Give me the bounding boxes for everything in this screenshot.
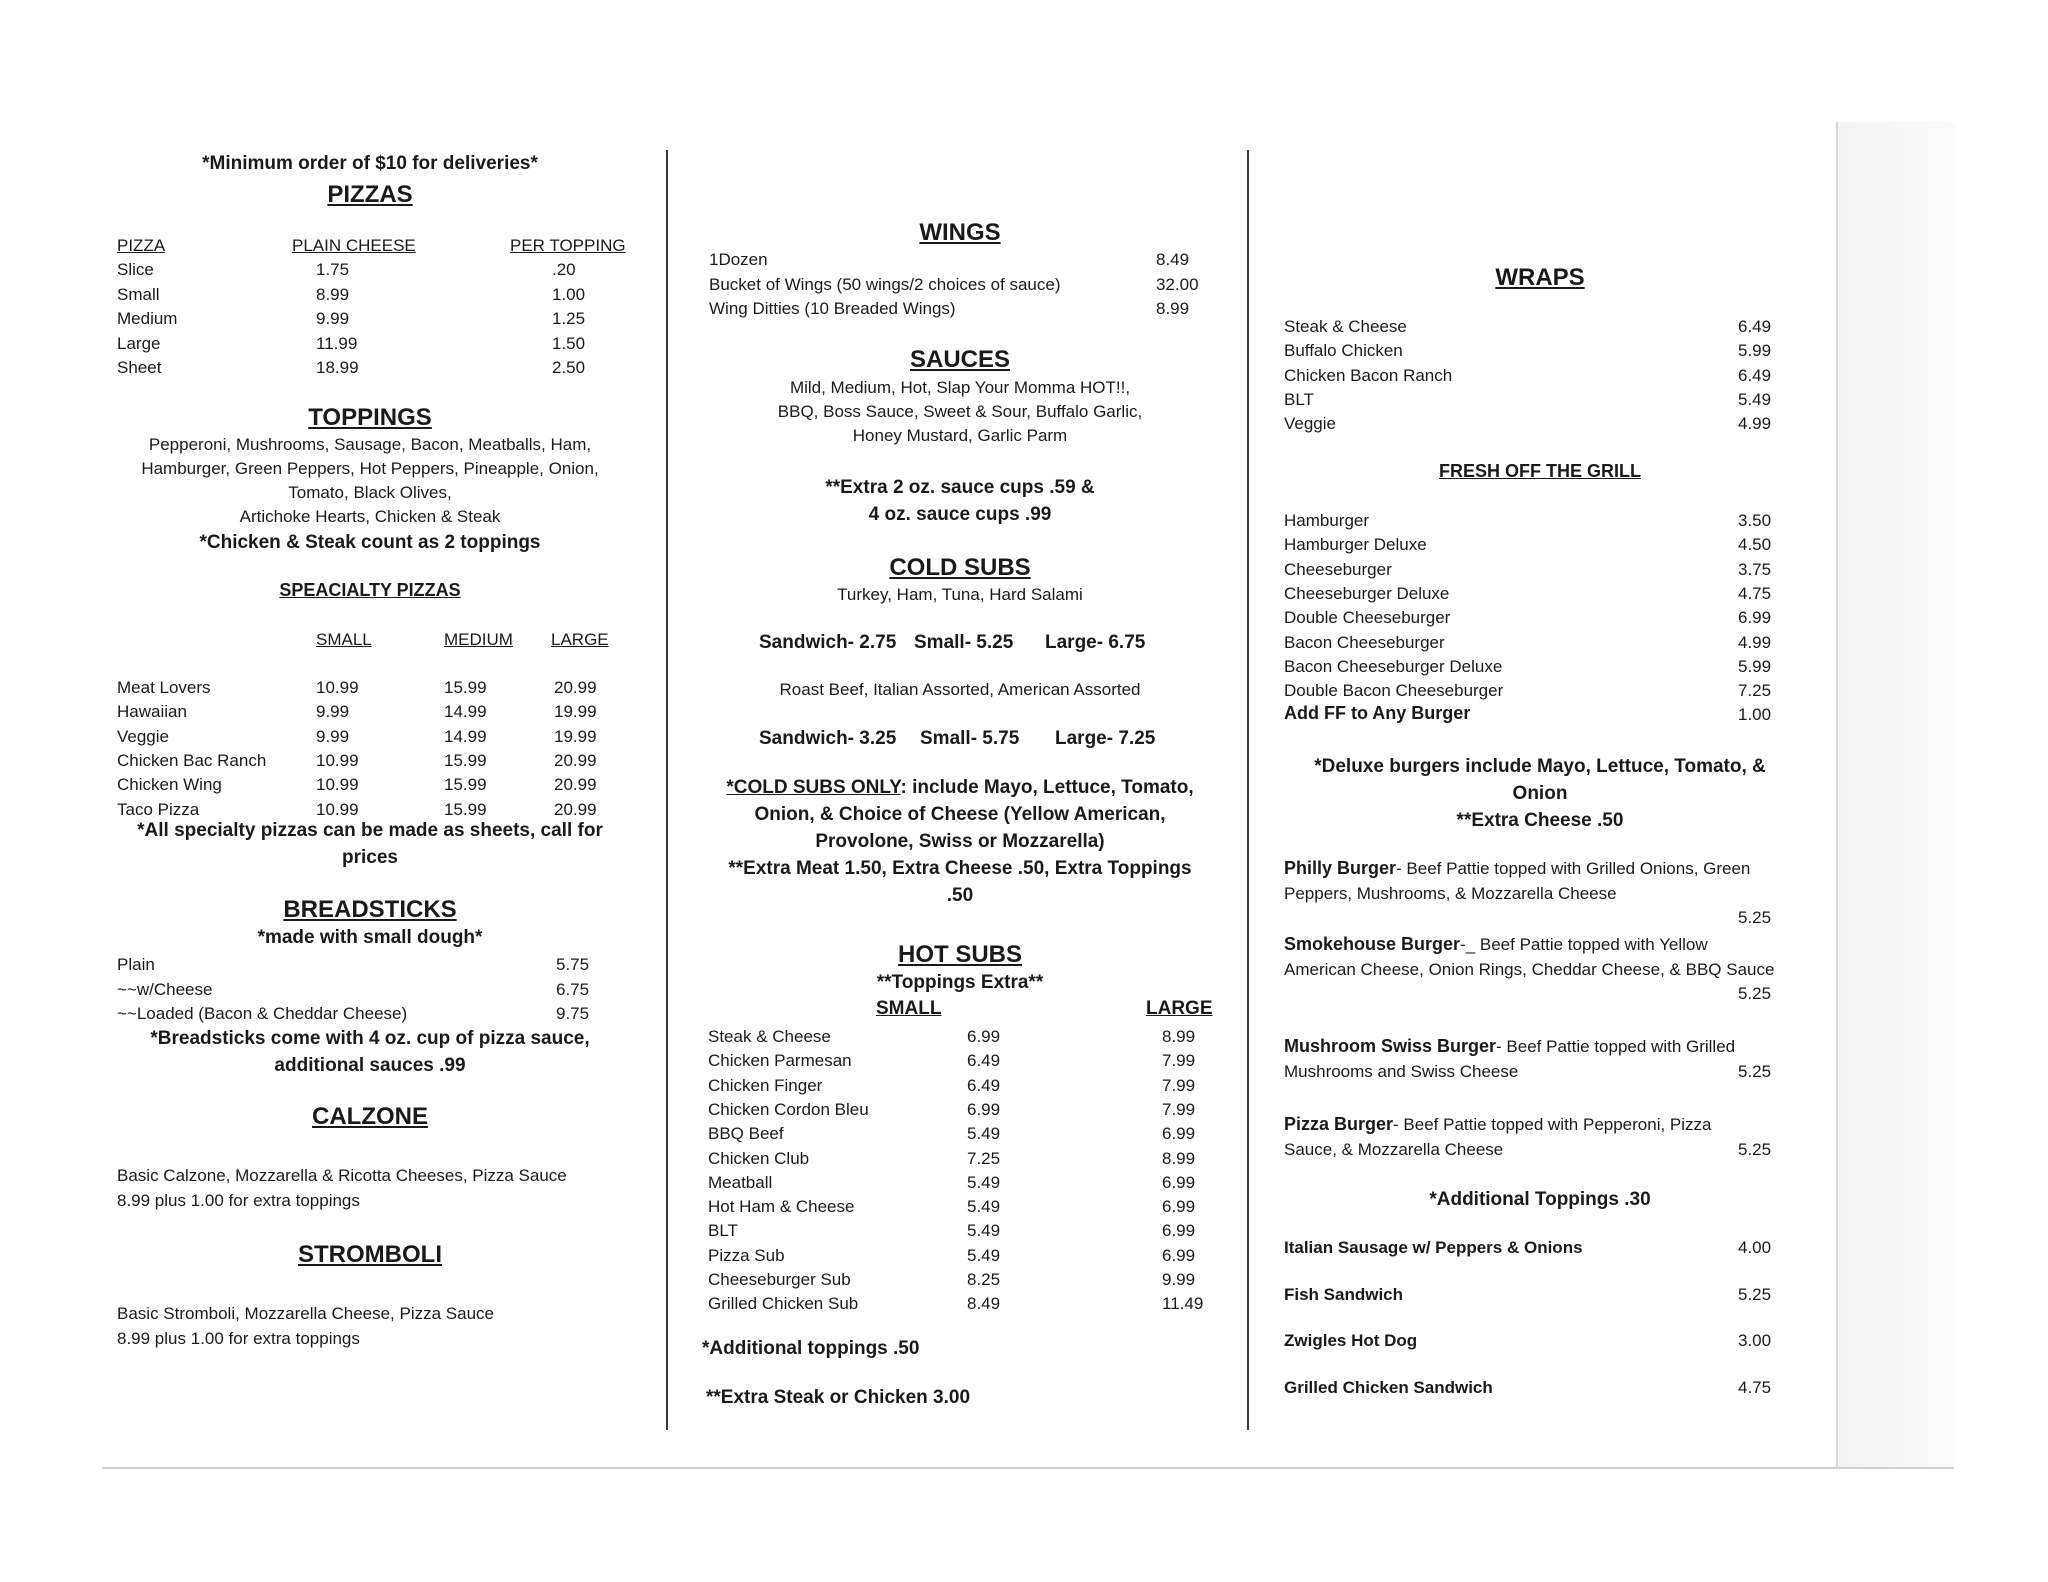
grill-price: 3.50 (1738, 511, 1772, 530)
cold-note-label: *COLD SUBS ONLY (726, 777, 901, 798)
wing-price: 32.00 (1156, 274, 1199, 294)
specialty-title: SPEACIALTY PIZZAS (279, 580, 461, 600)
specialty-name: Hawaiian (117, 702, 187, 722)
specialty-name: Chicken Wing (117, 775, 222, 795)
specialty-medium: 15.99 (444, 750, 487, 770)
min-order-note: *Minimum order of $10 for deliveries* (202, 153, 538, 174)
specialty-large: 20.99 (554, 678, 597, 697)
hot-additional-toppings: *Additional toppings .50 (702, 1338, 920, 1359)
hot-sub-large: 9.99 (1162, 1270, 1196, 1289)
hot-sub-large: 6.99 (1162, 1221, 1196, 1241)
pizza-topping-price: .20 (552, 260, 576, 279)
grill-price: 6.99 (1738, 608, 1772, 628)
pizza-size: Small (117, 284, 160, 304)
hot-sub-name: Chicken Club (708, 1148, 810, 1168)
hot-sub-large: 6.99 (1162, 1124, 1196, 1144)
mushroom-desc-2: Mushrooms and Swiss Cheese (1284, 1062, 1519, 1081)
hot-sub-name: Hot Ham & Cheese (708, 1197, 855, 1217)
specialty-medium: 15.99 (444, 678, 487, 697)
specialty-small: 10.99 (316, 678, 359, 697)
toppings-title: TOPPINGS (308, 404, 432, 431)
specialty-medium: 15.99 (444, 775, 487, 795)
pizzas-title: PIZZAS (327, 181, 413, 208)
sandwich-price: 5.25 (1738, 1284, 1772, 1304)
pizza-topping-price: 1.00 (552, 284, 586, 304)
hot-sub-name: Grilled Chicken Sub (708, 1294, 859, 1314)
sandwich-name: Zwigles Hot Dog (1284, 1331, 1418, 1350)
pizza-plain-price: 9.99 (316, 309, 350, 328)
toppings-line-2: Hamburger, Green Peppers, Hot Peppers, Pineapple, Onion, (141, 459, 599, 478)
stromboli-price: 8.99 plus 1.00 for extra toppings (117, 1329, 360, 1348)
calzone-title: CALZONE (312, 1103, 428, 1130)
wrap-name: Chicken Bacon Ranch (1284, 365, 1453, 385)
pizza-size: Medium (117, 309, 178, 328)
pizza-header-topping: PER TOPPING (510, 236, 626, 255)
hot-sub-name: Chicken Cordon Bleu (708, 1099, 869, 1119)
wrap-price: 4.99 (1738, 414, 1772, 434)
breadstick-item: ~~Loaded (Bacon & Cheddar Cheese) (117, 1004, 408, 1023)
specialty-name: Chicken Bac Ranch (117, 750, 267, 770)
specialty-large: 20.99 (554, 775, 597, 795)
hot-sub-name: Chicken Finger (708, 1075, 823, 1095)
sandwich-name: Grilled Chicken Sandwich (1284, 1377, 1493, 1397)
sandwich-name: Italian Sausage w/ Peppers & Onions (1284, 1238, 1583, 1257)
grill-item: Cheeseburger Deluxe (1284, 583, 1450, 603)
breadsticks-title: BREADSTICKS (283, 896, 457, 923)
sandwich-price: 3.00 (1738, 1331, 1772, 1350)
wings-title: WINGS (919, 219, 1001, 246)
pizza-topping-price: 1.25 (552, 309, 586, 328)
sauce-cups-note-1: **Extra 2 oz. sauce cups .59 & (825, 477, 1095, 498)
wing-item: 1Dozen (709, 250, 768, 269)
breadsticks-subtitle: *made with small dough* (257, 927, 483, 948)
hot-sub-small: 8.49 (967, 1294, 1001, 1314)
hot-header-large: LARGE (1146, 998, 1213, 1019)
wrap-name: Buffalo Chicken (1284, 341, 1403, 361)
breadstick-item: ~~w/Cheese (117, 979, 213, 999)
sauce-cups-note-2: 4 oz. sauce cups .99 (868, 504, 1052, 525)
grill-item: Bacon Cheeseburger Deluxe (1284, 656, 1503, 676)
cold-note-2: Onion, & Choice of Cheese (Yellow American, (754, 804, 1166, 825)
specialty-note-1: *All specialty pizzas can be made as sheets, call for (137, 820, 603, 841)
specialty-header-large: LARGE (551, 630, 609, 649)
hot-header-small: SMALL (876, 998, 942, 1019)
specialty-medium: 14.99 (444, 702, 487, 722)
specialty-header-small: SMALL (316, 630, 372, 649)
specialty-medium: 14.99 (444, 726, 487, 746)
cold-price-large-2: Large- 7.25 (1055, 728, 1156, 749)
wrap-price: 6.49 (1738, 365, 1772, 385)
hot-sub-large: 8.99 (1162, 1027, 1196, 1046)
breadstick-price: 5.75 (556, 955, 590, 974)
specialty-name: Meat Lovers (117, 678, 211, 697)
breadstick-item: Plain (117, 955, 155, 974)
hot-sub-small: 5.49 (967, 1172, 1001, 1192)
grill-price: 4.99 (1738, 632, 1772, 652)
deluxe-note-2: Onion (1512, 783, 1568, 804)
smokehouse-desc-2: American Cheese, Onion Rings, Cheddar Cheese, & BBQ Sauce (1284, 960, 1775, 979)
specialty-small: 10.99 (316, 775, 359, 795)
column-divider-left (666, 150, 668, 1430)
sandwich-name: Fish Sandwich (1284, 1284, 1404, 1304)
specialty-large: 20.99 (554, 799, 597, 819)
grill-item: Double Bacon Cheeseburger (1284, 681, 1504, 701)
specialty-small: 10.99 (316, 799, 359, 819)
grill-price: 3.75 (1738, 559, 1772, 579)
sandwich-price: 4.00 (1738, 1238, 1772, 1257)
breadstick-price: 6.75 (556, 979, 590, 999)
cold-subs-title: COLD SUBS (889, 554, 1031, 581)
pizza-plain-price: 18.99 (316, 358, 359, 377)
specialty-small: 9.99 (316, 702, 350, 722)
pizza-size: Slice (117, 260, 154, 279)
philly-line-1 (1284, 858, 1750, 879)
hot-sub-large: 6.99 (1162, 1172, 1196, 1192)
cold-price-small-2: Small- 5.75 (920, 728, 1020, 749)
hot-sub-large: 7.99 (1162, 1051, 1196, 1071)
hot-sub-small: 5.49 (967, 1245, 1001, 1265)
smokehouse-desc-1: -_ Beef Pattie topped with Yellow (1460, 935, 1708, 954)
grill-title: FRESH OFF THE GRILL (1439, 461, 1641, 481)
pizza-topping-price: 2.50 (552, 358, 586, 377)
mushroom-name: Mushroom Swiss Burger (1284, 1036, 1497, 1056)
wrap-name: Steak & Cheese (1284, 317, 1407, 336)
pizza-size: Sheet (117, 358, 162, 377)
mushroom-price: 5.25 (1738, 1062, 1772, 1081)
wing-price: 8.99 (1156, 299, 1190, 318)
calzone-price: 8.99 plus 1.00 for extra toppings (117, 1191, 360, 1210)
sauces-line-2: BBQ, Boss Sauce, Sweet & Sour, Buffalo Garlic, (777, 402, 1143, 421)
specialty-large: 19.99 (554, 726, 597, 746)
hot-sub-small: 7.25 (967, 1148, 1001, 1168)
smokehouse-line-1 (1284, 934, 1708, 955)
specialty-note-2: prices (342, 847, 398, 868)
cold-note-3: Provolone, Swiss or Mozzarella) (815, 831, 1105, 852)
specialty-header-medium: MEDIUM (444, 630, 513, 649)
hot-sub-large: 7.99 (1162, 1099, 1196, 1119)
ff-label: Add FF to Any Burger (1284, 703, 1471, 723)
cold-price-sandwich-1: Sandwich- 2.75 (759, 632, 897, 653)
specialty-small: 10.99 (316, 750, 359, 770)
wrap-price: 6.49 (1738, 317, 1772, 336)
philly-name: Philly Burger (1284, 858, 1397, 878)
hot-subs-title: HOT SUBS (897, 941, 1022, 968)
wrap-name: Veggie (1284, 414, 1336, 434)
smokehouse-name: Smokehouse Burger (1284, 934, 1461, 954)
cold-price-small-1: Small- 5.25 (914, 632, 1014, 653)
grill-item: Hamburger Deluxe (1284, 535, 1427, 555)
extra-steak-note: **Extra Steak or Chicken 3.00 (706, 1387, 971, 1408)
hot-sub-name: Cheeseburger Sub (708, 1270, 851, 1289)
sauces-line-3: Honey Mustard, Garlic Parm (852, 426, 1068, 445)
toppings-line-1: Pepperoni, Mushrooms, Sausage, Bacon, Meatballs, Ham, (148, 435, 592, 454)
cold-note-text: : include Mayo, Lettuce, Tomato, (900, 777, 1194, 798)
wing-item: Bucket of Wings (50 wings/2 choices of sauce) (709, 274, 1061, 294)
mushroom-desc-1: - Beef Pattie topped with Grilled (1496, 1037, 1736, 1056)
column-divider-right (1247, 150, 1249, 1430)
grill-item: Double Cheeseburger (1284, 608, 1451, 628)
pizza-plain-price: 8.99 (316, 284, 350, 304)
hot-sub-small: 6.99 (967, 1099, 1001, 1119)
hot-sub-large: 8.99 (1162, 1148, 1196, 1168)
philly-desc-1: - Beef Pattie topped with Grilled Onions, Green (1396, 859, 1751, 878)
grill-price: 4.75 (1738, 583, 1772, 603)
toppings-note: *Chicken & Steak count as 2 toppings (199, 532, 541, 553)
hot-subs-subtitle: **Toppings Extra** (876, 972, 1044, 993)
hot-sub-small: 6.49 (967, 1075, 1001, 1095)
ff-price: 1.00 (1738, 705, 1772, 724)
pizza-burger-line-1 (1284, 1114, 1712, 1135)
toppings-line-3: Tomato, Black Olives, (288, 483, 452, 502)
pizza-burger-name: Pizza Burger (1284, 1114, 1394, 1134)
wraps-title: WRAPS (1495, 264, 1585, 291)
sandwich-price: 4.75 (1738, 1377, 1772, 1397)
hot-sub-small: 6.49 (967, 1051, 1001, 1071)
breadsticks-note-2: additional sauces .99 (274, 1055, 466, 1076)
specialty-small: 9.99 (316, 726, 350, 746)
cold-price-sandwich-2: Sandwich- 3.25 (759, 728, 897, 749)
pizza-plain-price: 11.99 (316, 333, 358, 353)
pizza-topping-price: 1.50 (552, 333, 586, 353)
cold-note-1 (690, 777, 1230, 799)
wing-price: 8.49 (1156, 250, 1190, 269)
pizza-burger-price: 5.25 (1738, 1140, 1772, 1159)
cold-meats-1: Turkey, Ham, Tuna, Hard Salami (837, 585, 1083, 604)
hot-sub-name: Steak & Cheese (708, 1027, 831, 1046)
hot-sub-large: 11.49 (1162, 1294, 1204, 1314)
hot-sub-name: Meatball (708, 1172, 773, 1192)
pizza-header-plain: PLAIN CHEESE (292, 236, 416, 255)
hot-sub-name: BLT (708, 1221, 738, 1241)
extra-note-1: **Extra Meat 1.50, Extra Cheese .50, Extra Toppings (728, 858, 1192, 879)
wrap-price: 5.99 (1738, 341, 1772, 361)
toppings-line-4: Artichoke Hearts, Chicken & Steak (239, 507, 501, 526)
mushroom-line-1 (1284, 1036, 1735, 1057)
hot-sub-small: 5.49 (967, 1124, 1001, 1144)
pizza-header-name: PIZZA (117, 236, 166, 255)
sauces-title: SAUCES (909, 346, 1011, 373)
smokehouse-price: 5.25 (1738, 984, 1772, 1003)
stromboli-title: STROMBOLI (298, 1241, 442, 1268)
grill-item: Cheeseburger (1284, 559, 1392, 579)
deluxe-note-1: *Deluxe burgers include Mayo, Lettuce, Tomato, & (1314, 756, 1766, 777)
grill-price: 5.99 (1738, 656, 1772, 676)
calzone-desc: Basic Calzone, Mozzarella & Ricotta Cheeses, Pizza Sauce (117, 1166, 567, 1185)
wrap-price: 5.49 (1738, 389, 1772, 409)
grill-additional-toppings: *Additional Toppings .30 (1429, 1189, 1651, 1210)
grill-price: 4.50 (1738, 535, 1772, 555)
philly-desc-2: Peppers, Mushrooms, & Mozzarella Cheese (1284, 884, 1617, 903)
breadsticks-note-1: *Breadsticks come with 4 oz. cup of pizza sauce, (150, 1028, 590, 1049)
grill-price: 7.25 (1738, 681, 1772, 701)
grill-item: Bacon Cheeseburger (1284, 632, 1445, 652)
philly-price: 5.25 (1738, 908, 1772, 927)
pizza-burger-desc-1: - Beef Pattie topped with Pepperoni, Pizza (1393, 1115, 1712, 1134)
cold-meats-2: Roast Beef, Italian Assorted, American Assorted (779, 680, 1141, 699)
hot-sub-large: 7.99 (1162, 1075, 1196, 1095)
pizza-burger-desc-2: Sauce, & Mozzarella Cheese (1284, 1140, 1504, 1159)
hot-sub-small: 8.25 (967, 1270, 1001, 1289)
hot-sub-large: 6.99 (1162, 1245, 1196, 1265)
page-edge-shadow (1836, 122, 1956, 1467)
pizza-size: Large (117, 333, 161, 353)
extra-cheese-note: **Extra Cheese .50 (1456, 810, 1624, 831)
grill-item: Hamburger (1284, 511, 1370, 530)
hot-sub-name: BBQ Beef (708, 1124, 784, 1144)
cold-price-large-1: Large- 6.75 (1045, 632, 1146, 653)
hot-sub-name: Chicken Parmesan (708, 1051, 852, 1071)
specialty-large: 20.99 (554, 750, 597, 770)
hot-sub-small: 5.49 (967, 1197, 1001, 1217)
specialty-name: Taco Pizza (117, 799, 200, 819)
hot-sub-small: 5.49 (967, 1221, 1001, 1241)
pizza-plain-price: 1.75 (316, 260, 350, 279)
breadstick-price: 9.75 (556, 1004, 590, 1023)
extra-note-2: .50 (946, 885, 974, 906)
sauces-line-1: Mild, Medium, Hot, Slap Your Momma HOT!!, (789, 378, 1131, 397)
stromboli-desc: Basic Stromboli, Mozzarella Cheese, Pizza Sauce (117, 1304, 494, 1323)
specialty-medium: 15.99 (444, 799, 487, 819)
hot-sub-small: 6.99 (967, 1027, 1001, 1046)
specialty-large: 19.99 (554, 702, 597, 722)
wing-item: Wing Ditties (10 Breaded Wings) (709, 299, 956, 318)
hot-sub-large: 6.99 (1162, 1197, 1196, 1217)
specialty-name: Veggie (117, 726, 169, 746)
hot-sub-name: Pizza Sub (708, 1245, 785, 1265)
wrap-name: BLT (1284, 389, 1314, 409)
